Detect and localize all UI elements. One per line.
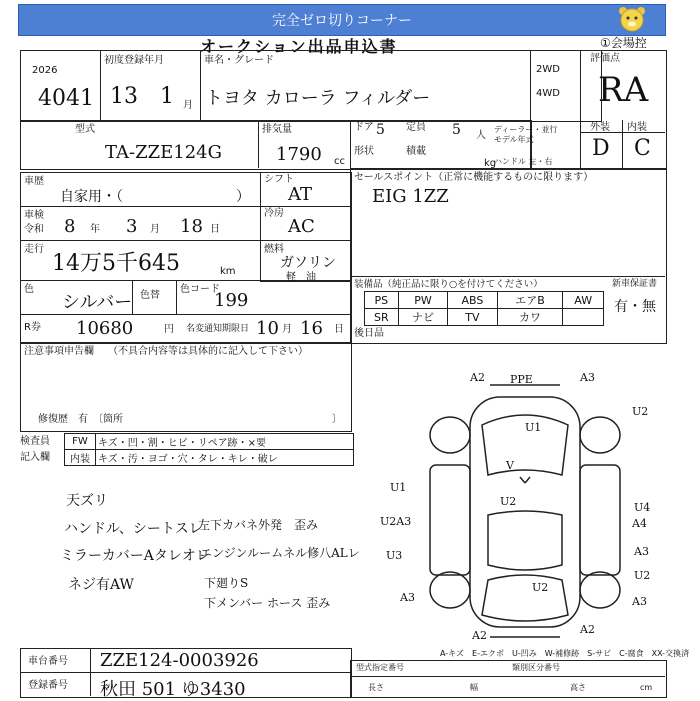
inspection-day-unit: 日 (210, 224, 220, 235)
form-title: オークション出品申込書 (200, 37, 398, 56)
equipment-table (364, 291, 604, 326)
grade-label: 評価点 (590, 53, 620, 64)
hand-note-1: 天ズリ (66, 493, 108, 509)
mark-ppe: PPE (510, 373, 533, 386)
repair-label: 修復歴 有 〔箇所 (38, 414, 123, 425)
hand-note-8: 下メンバー ホース 歪み (204, 596, 331, 610)
sales-point-label: セールスポイント（正常に機能するものに限ります） (354, 172, 594, 183)
kg-unit: kg (484, 158, 497, 169)
recycle-value: 10680 (76, 318, 134, 339)
inspector-row1: キズ・凹・割・ヒビ・リペア跡・×要 (96, 434, 354, 450)
drive-4wd: 4WD (536, 88, 560, 99)
drive-2wd: 2WD (536, 64, 560, 75)
inspector-label-1: 検査員 (20, 436, 50, 447)
color-label: 色 (24, 284, 34, 295)
mark-u2-center: U2 (500, 495, 517, 508)
displacement-label: 排気量 (262, 124, 292, 135)
chassis-label: 車台番号 (28, 656, 68, 667)
width-label: 幅 (470, 683, 478, 692)
vehicle-name-label: 車名・グレード (204, 55, 274, 66)
notes-label-sub: （不具合内容等は具体的に記入して下さい） (108, 346, 308, 357)
mark-a3: A3 (580, 371, 595, 384)
model-label: 型式 (75, 124, 95, 135)
mark-a3-rear-left: A3 (400, 591, 415, 604)
mark-u1-left: U1 (390, 481, 407, 494)
history-value-end: ） (236, 189, 250, 205)
equip-abs: ABS (448, 292, 497, 309)
mileage-value: 14万5千645 (52, 251, 180, 276)
notes-label: 注意事項申告欄 (24, 346, 94, 357)
seats-unit: 人 (476, 130, 486, 141)
reg-month: 1 (160, 84, 174, 109)
reg-label: 初度登録年月 (104, 55, 164, 66)
inspection-day: 18 (180, 216, 203, 237)
warranty-label: 新車保証書 (612, 279, 658, 289)
equip-airbag: エアB (497, 292, 563, 309)
cm-unit: cm (640, 683, 653, 692)
equip-sr: SR (365, 309, 399, 326)
hand-note-5: 左下カバネ外発 歪み (198, 518, 319, 532)
damage-legend: A-キズ E-エクボ U-凹み W-補修跡 S-サビ C-腐食 XX-交換済 (440, 649, 690, 658)
shape-label: 形状 (354, 146, 374, 157)
hand-note-4: ネジ有AW (68, 577, 134, 593)
handle-label: ハンドル 左・右 (494, 157, 553, 166)
hand-note-7: 下廻りS (204, 576, 249, 590)
mark-a2-rear-right: A2 (580, 623, 595, 636)
mark-a4: A4 (632, 517, 647, 530)
color-code: 199 (214, 290, 249, 311)
load-label: 積載 (406, 146, 426, 157)
year-label: 2026 (32, 65, 58, 76)
inspector-row2: キズ・汚・ヨゴ・穴・タレ・キレ・破レ (96, 450, 354, 466)
transfer-month-unit: 月 (282, 324, 292, 335)
displacement-value: 1790 (276, 144, 322, 165)
mark-u3: U3 (386, 549, 403, 562)
inspector-interior: 内装 (65, 450, 96, 466)
inspection-month: 3 (126, 216, 138, 237)
doors-value: 5 (376, 122, 385, 138)
mark-a2-rear: A2 (472, 629, 487, 642)
recycle-label: R券 (24, 322, 41, 333)
equip-aw: AW (563, 292, 604, 309)
model-value: TA-ZZE124G (105, 142, 222, 163)
grade-score: RA (598, 70, 649, 110)
seats-label: 定員 (406, 122, 426, 133)
equip-tv: TV (448, 309, 497, 326)
warranty-value: 有・無 (614, 299, 656, 315)
later-install-label: 後日品 (354, 328, 384, 339)
mark-u1-front: U1 (525, 421, 542, 434)
banner-title: 完全ゼロ切りコーナー (18, 4, 666, 36)
hand-note-3: ミラーカバーAタレオレ (60, 548, 210, 564)
equip-leather: カワ (497, 309, 563, 326)
month-unit: 月 (183, 100, 193, 111)
color-value: シルバー (62, 292, 133, 313)
class-number-label: 類別区分番号 (512, 663, 560, 672)
mark-u2a3: U2A3 (380, 515, 412, 528)
mark-a3-right: A3 (634, 545, 649, 558)
inspector-table (64, 433, 354, 466)
shift-label: シフト (264, 174, 294, 185)
interior-label: 内装 (627, 122, 647, 133)
color-tone-label: 色替 (140, 290, 160, 301)
mark-u2-rear: U2 (532, 581, 549, 594)
equip-navi: ナビ (398, 309, 448, 326)
transfer-label: 名変通知期限日 (186, 324, 250, 334)
bear-mascot-icon (614, 4, 650, 34)
equip-blank (563, 309, 604, 326)
inspector-label-2: 記入欄 (20, 452, 50, 463)
dealer-label: ディーラー・並行 (494, 125, 558, 134)
chassis-value: ZZE124-0003926 (100, 650, 259, 671)
mark-v: V (506, 459, 514, 472)
inspection-year: 8 (64, 216, 76, 237)
repair-end: 〕 (332, 414, 342, 425)
vehicle-name: トヨタ カローラ フィルダー (205, 88, 431, 109)
sales-point-value: EIG 1ZZ (372, 186, 449, 207)
yen-unit: 円 (164, 324, 174, 335)
history-label: 車歴 (24, 176, 44, 187)
history-value: 自家用・（ (60, 189, 123, 205)
length-label: 長さ (368, 683, 384, 692)
lot-number: 4041 (38, 86, 94, 111)
aircon-label: 冷房 (264, 208, 284, 219)
venue-copy-label: ①会場控 (600, 36, 647, 50)
equipment-label: 装備品（純正品に限り○を付けてください） (354, 279, 543, 290)
mileage-unit: km (220, 266, 236, 277)
model-year-label: モデル年式 (494, 135, 534, 144)
transfer-day-unit: 日 (334, 324, 344, 335)
shift-value: AT (288, 184, 313, 205)
fuel-value: ガソリン (280, 255, 336, 271)
hand-note-6: エンジンルームネル修八ALレ (200, 546, 360, 560)
inspection-month-unit: 月 (150, 224, 160, 235)
exterior-label: 外装 (590, 122, 610, 133)
seats-value: 5 (452, 122, 461, 138)
inspector-fw: FW (65, 434, 96, 450)
interior-grade: C (634, 136, 651, 161)
doors-label: ドア (354, 122, 374, 133)
mark-u2-front: U2 (632, 405, 649, 418)
transfer-month: 10 (256, 318, 279, 339)
registration-value: 秋田 501 ゆ3430 (100, 679, 246, 700)
registration-label: 登録番号 (28, 680, 68, 691)
exterior-grade: D (592, 136, 610, 161)
inspection-year-unit: 年 (90, 224, 100, 235)
shape-number-label: 型式指定番号 (356, 663, 404, 672)
hand-note-2: ハンドル、シートスレ (64, 521, 203, 537)
fuel-label: 燃料 (264, 244, 284, 255)
mark-u2-right: U2 (634, 569, 651, 582)
damage-diagram (370, 365, 670, 655)
inspection-era: 令和 (24, 224, 44, 235)
mileage-label: 走行 (24, 244, 44, 255)
fuel-alt: 軽 油 (286, 272, 316, 283)
mark-a2: A2 (470, 371, 485, 384)
aircon-value: AC (288, 216, 315, 237)
height-label: 高さ (570, 683, 586, 692)
reg-year: 13 (110, 84, 138, 109)
equip-pw: PW (398, 292, 448, 309)
inspection-label: 車検 (24, 210, 44, 221)
transfer-day: 16 (300, 318, 323, 339)
equip-ps: PS (365, 292, 399, 309)
mark-a3-rear-right: A3 (632, 595, 647, 608)
cc-unit: cc (334, 156, 345, 167)
color-code-label: 色コード (180, 284, 220, 295)
mark-u4: U4 (634, 501, 651, 514)
